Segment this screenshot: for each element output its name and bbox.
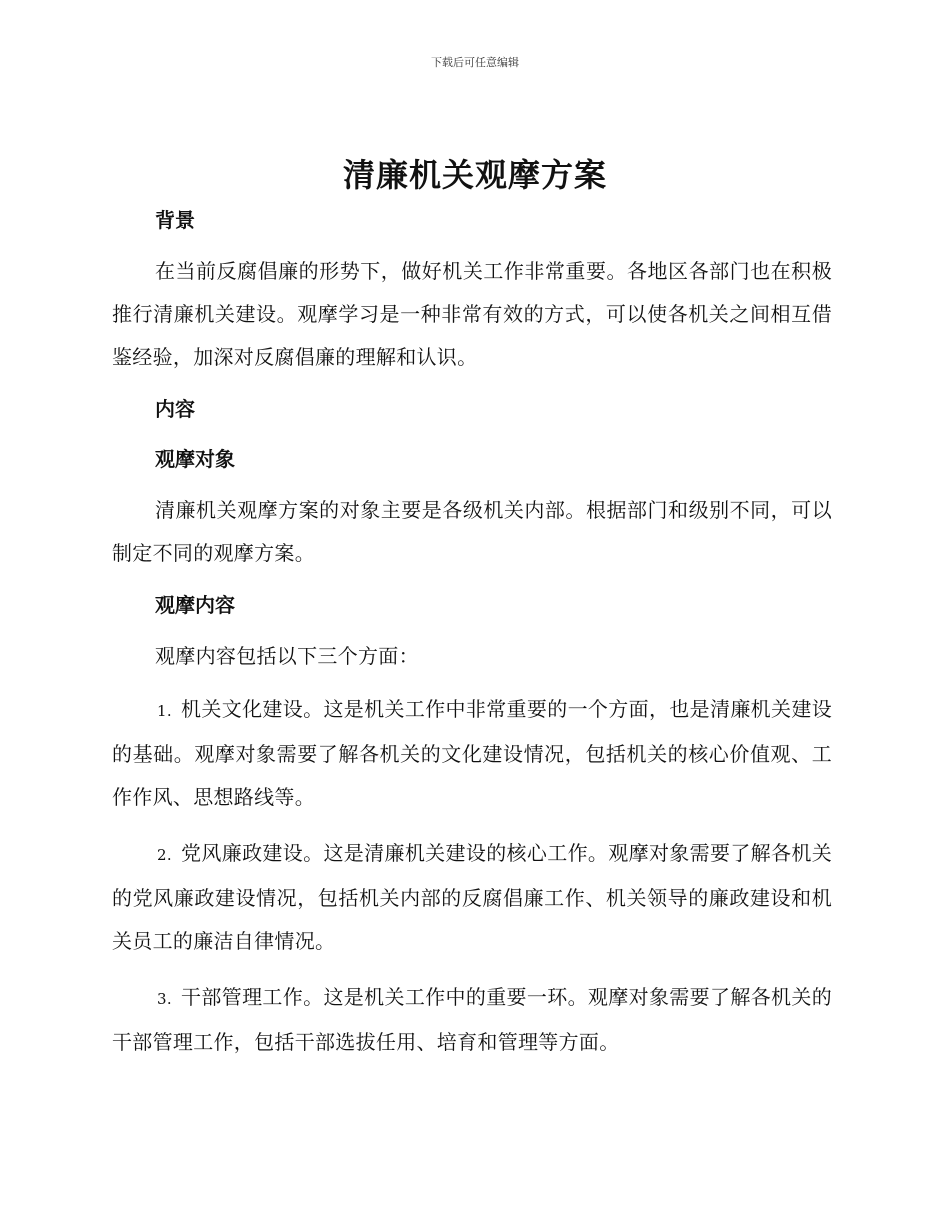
section-heading-content: 内容	[155, 397, 195, 421]
background-paragraph: 在当前反腐倡廉的形势下，做好机关工作非常重要。各地区各部门也在积极推行清廉机关建设。观摩学习是一种非常有效的方式，可以使各机关之间相互借鉴经验，加深对反腐倡廉的理解和认识。	[112, 259, 832, 369]
list-item-number: 3.	[157, 990, 172, 1008]
object-paragraph: 清廉机关观摩方案的对象主要是各级机关内部。根据部门和级别不同，可以制定不同的观摩方案。	[112, 498, 832, 565]
list-item-text: 机关文化建设。这是机关工作中非常重要的一个方面，也是清廉机关建设的基础。观摩对象需要了解各机关的文化建设情况，包括机关的核心价值观、工作作风、思想路线等。	[112, 697, 832, 809]
document-title: 清廉机关观摩方案	[342, 156, 607, 194]
list-item	[112, 688, 832, 819]
section-heading-object: 观摩对象	[155, 447, 235, 471]
list-item-number: 1.	[157, 702, 172, 720]
scope-intro-paragraph: 观摩内容包括以下三个方面：	[155, 644, 419, 668]
list-item-text: 党风廉政建设。这是清廉机关建设的核心工作。观摩对象需要了解各机关的党风廉政建设情况，包括机关内部的反腐倡廉工作、机关领导的廉政建设和机关员工的廉洁自律情况。	[112, 841, 832, 953]
section-heading-background: 背景	[155, 208, 195, 232]
list-item-text: 干部管理工作。这是机关工作中的重要一环。观摩对象需要了解各机关的干部管理工作，包括干部选拔任用、培育和管理等方面。	[112, 985, 832, 1054]
list-item	[112, 832, 832, 963]
page-header-note: 下载后可任意编辑	[431, 56, 519, 69]
list-item-number: 2.	[157, 846, 172, 864]
section-heading-scope: 观摩内容	[155, 593, 235, 617]
document-body	[112, 200, 832, 1064]
list-item	[112, 976, 832, 1064]
